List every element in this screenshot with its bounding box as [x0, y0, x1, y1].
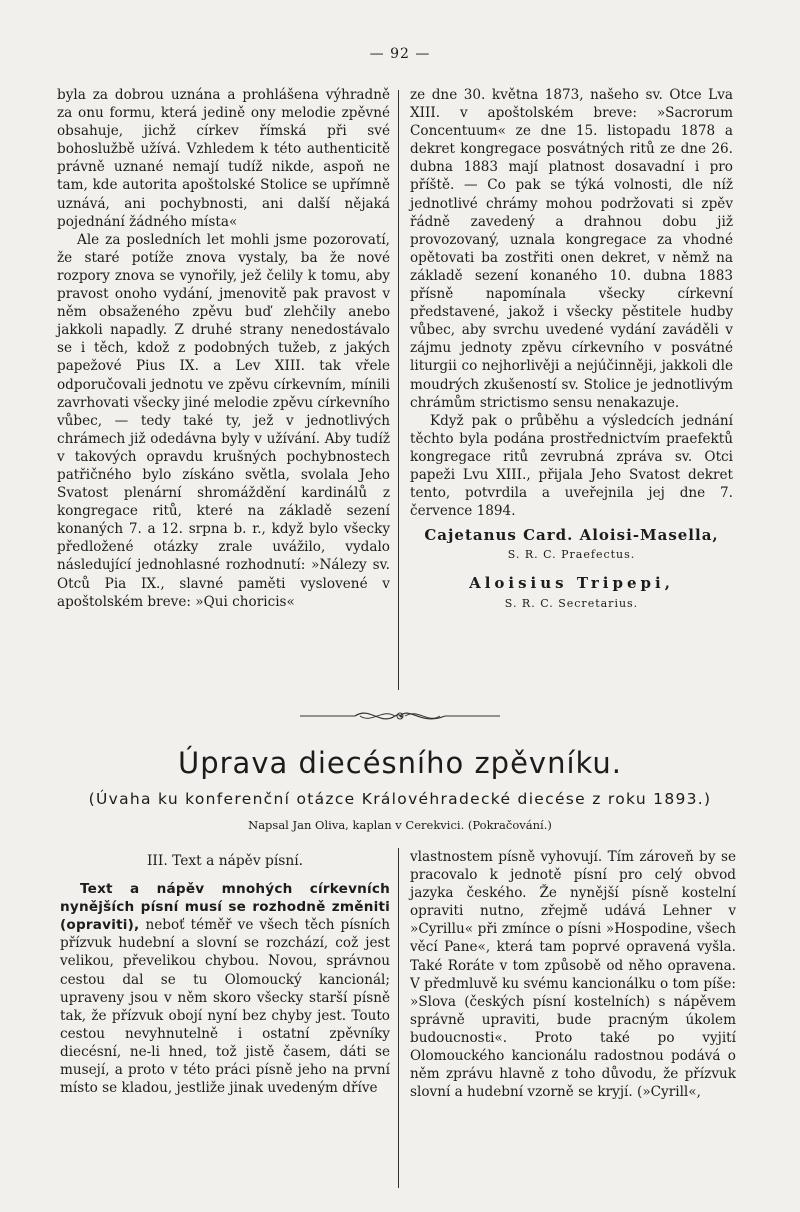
signatory-name: Cajetanus Card. Aloisi-Masella,: [424, 526, 719, 545]
paragraph: Když pak o průběhu a výsledcích jednání těchto byla podána prostřednictvím praefektů kongregace ritů zevrubná zpráva sv. Otci papeži Lvu XIII., přijala Jeho Svatost dekret tento, potvrdila a uveřejnila jej dne 7. července 1894.: [410, 412, 733, 520]
column-left-bottom: [60, 852, 390, 1097]
article-author: Napsal Jan Oliva, kaplan v Cerekvici. (Pokračování.): [248, 818, 552, 832]
column-left-top: [57, 86, 390, 611]
signatory-role: S. R. C. Secretarius.: [504, 596, 639, 610]
column-divider: [398, 90, 399, 690]
paragraph: Ale za posledních let mohli jsme pozorovatí, že staré potíže znova vystaly, ba že nové rozpory znova se vynořily, jež čelily k tomu, aby pravost onoho vydání, jmenovitě pak pravost v něm obsaženého zpěvu buď zlehčily anebo jakkoli napadly. Z druhé strany nenedostávalo se i těch, kdož z podobných tužeb, z jakých papežové Pius IX. a Lev XIII. tak vřele odporučovali jednotu ve zpěvu církevním, mínili zavrhovati všecky jiné melodie zpěvu církevního vůbec, — tedy také ty, jež v jednotlivých chrámech již odedávna byly v užívání. Aby tudíž v takových opravdu krušných pochybnostech patřičného bylo získáno světla, svolala Jeho Svatost plenární shromáždění kardinálů z kongregace ritů, které na základě sezení konaných 7. a 12. srpna b. r., když bylo všecky předložené otázky zrale uvážilo, vydalo následující jednohlasné rozhodnutí: »Nálezy sv. Otců Pia IX., slavné paměti vyslovené v apoštolském breve: »Qui choricis«: [57, 231, 390, 610]
column-right-top: [410, 86, 733, 613]
column-right-bottom: [410, 848, 736, 1101]
article-title: Úprava diecésního zpěvníku.: [177, 746, 623, 780]
ornament-divider: [300, 704, 500, 728]
paragraph: byla za dobrou uznána a prohlášena výhradně za onu formu, která jedině ony melodie zpěvné obsahuje, jichž církev římská při své bohoslužbě užívá. Vzhledem k této authenticitě právně uznané nemají tudíž nikde, aspoň ne tam, kde autorita apoštolské Stolice se upřímně uznává, ani pochybnosti, ani další nějaká pojednání žádného místa«: [57, 87, 390, 230]
signature-block: [410, 526, 733, 612]
signatory-name: Aloisius Tripepi,: [469, 574, 674, 593]
column-divider: [398, 848, 399, 1188]
paragraph: vlastnostem písně vyhovují. Tím zároveň by se pracovalo k jednotě písní pro celý obvod jazyka českého. Že nynější písně kostelní opraviti nutno, zřejmě udává Lehner v »Cyrillu« při zmínce o písni »Hospodine, všech věcí Pane«, která tam poprvé opravená vyšla. Také Roráte v tom způsobě od něho opravena. V předmluvě ku svému kancionálku o tom píše: »Slova (českých písní kostelních) s nápěvem správně upraviti, bude pracným úkolem budoucnosti«. Proto také po vyjití Olomouckého kancionálu radostnou podává o něm zprávu hlavně z toho důvodu, že přízvuk slovní a hudební vzorně se kryjí. (»Cyrill«,: [410, 849, 736, 1101]
signatory-role: S. R. C. Praefectus.: [507, 548, 636, 562]
paragraph: ze dne 30. května 1873, našeho sv. Otce Lva XIII. v apoštolském breve: »Sacrorum Concentuum« ze dne 15. listopadu 1878 a dekret kongregace posvátných ritů ze dne 26. dubna 1883 mají platnost dosavadní i pro příště. — Co pak se týká volnosti, dle níž jednotlivé chrámy mohou podržovati si zpěv řádně zavedený a drahnou dobu již provozovaný, uznala kongregace za vhodné opětovati ba zostřiti onen dekret, v němž na základě sezení konaného 10. dubna 1883 přísně napomínala všecky církevní představené, jakož i všecky pěstitele hudby vůbec, aby svrchu uvedené vydání zaváděli v zájmu jednoty zpěvu církevního v posvátné liturgii co nejhorlivěji a nejúčinněji, jakkoli dle moudrých zkušeností sv. Stolice je jednotlivým chrámům strictismo sensu nenakazuje.: [410, 87, 733, 411]
section-heading: III. Text a nápěv písní.: [146, 853, 304, 869]
paragraph: neboť téměř ve všech těch písních přízvuk hudební a slovní se rozchází, což jest velikou, převelikou chybou. Novou, správnou cestou dal se tu Olomoucký kancionál; upraveny jsou v něm skoro všecky starší písně tak, že přízvuk obojí nyní bez chyby jest. Touto cestou nevyhnutelně i ostatní zpěvníky diecésní, ne-li hned, tož jistě časem, dáti se musejí, a proto v této práci písně jeho na první místo se kladou, jestliže jinak uvedeným dříve: [60, 917, 390, 1097]
article-subtitle: (Úvaha ku konferenční otázce Královéhradecké diecése z roku 1893.): [88, 790, 712, 808]
lead-sentence: Text a nápěv mnohých církevních nynějších písní musí se rozhodně změniti (opraviti),: [60, 881, 390, 934]
page-number: — 92 —: [369, 46, 431, 62]
